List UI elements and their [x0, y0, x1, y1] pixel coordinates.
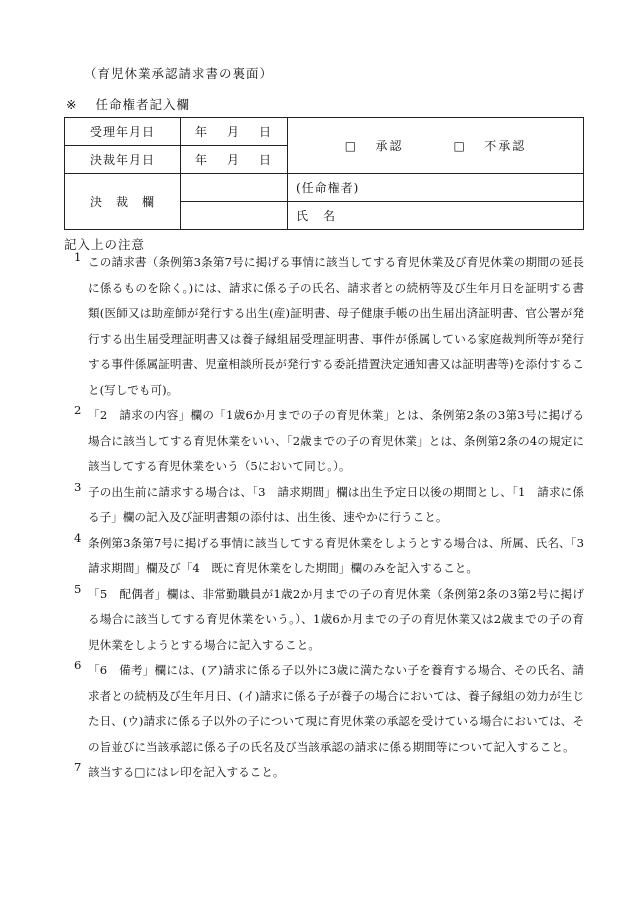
- note-number: 3: [74, 479, 82, 494]
- year-label: 年: [194, 125, 209, 139]
- name-label-2: 名: [323, 209, 337, 223]
- disapprove-option[interactable]: [454, 139, 527, 153]
- note-number: 4: [74, 530, 82, 545]
- page-header: （育児休業承認請求書の裏面）: [84, 66, 274, 81]
- note-text: 条例第3条第7号に掲げる事情に該当してする育児休業をしようとする場合は、所属、氏名、「3 請求期間」欄及び「4 既に育児休業をした期間」欄のみを記入すること。: [88, 535, 596, 575]
- note-number: 6: [74, 658, 82, 672]
- section-title-text: 任命権者記入欄: [95, 97, 190, 112]
- received-date-field[interactable]: [181, 118, 288, 146]
- received-date-label: 受理年月日: [65, 118, 181, 146]
- note-item: [64, 480, 584, 531]
- name-label-1: 氏: [296, 209, 310, 223]
- disapprove-checkbox[interactable]: □: [453, 139, 467, 153]
- decision-stamp-cell-2[interactable]: [181, 202, 288, 230]
- note-number: 5: [74, 581, 82, 596]
- section-title: [66, 95, 190, 113]
- decided-date-field[interactable]: [181, 146, 288, 174]
- day-label: 日: [259, 153, 274, 167]
- decision-column-label: 決 裁 欄: [65, 174, 181, 230]
- decision-stamp-cell-1[interactable]: [181, 174, 288, 202]
- approval-decision-cell: [288, 118, 584, 174]
- note-number: 1: [74, 250, 82, 264]
- note-item: [64, 530, 596, 582]
- note-item: [64, 403, 584, 480]
- approve-checkbox[interactable]: □: [344, 139, 359, 153]
- note-item: [64, 250, 584, 403]
- notes-title: 記入上の注意: [64, 237, 146, 252]
- notes-list: [64, 250, 596, 786]
- note-number: 2: [74, 403, 82, 417]
- approve-option[interactable]: [345, 139, 404, 153]
- appointer-name-field[interactable]: [288, 202, 584, 230]
- month-label: 月: [226, 125, 241, 139]
- day-label: 日: [259, 125, 274, 139]
- approve-label: 承認: [375, 139, 404, 153]
- year-label: 年: [194, 153, 209, 167]
- disapprove-label: 不承認: [484, 139, 527, 153]
- note-item: [64, 582, 584, 659]
- decided-date-label: 決裁年月日: [65, 146, 181, 174]
- note-number: 7: [74, 760, 82, 774]
- note-text: 「6 備考」欄には、(ア)請求に係る子以外に3歳に満たない子を養育する場合、その氏名、請求者との続柄及び生年月日、(イ)請求に係る子が養子の場合においては、養子縁組の効力が生じた日、(ウ)請求に係る子以外の子について現に育児休業の承認を受けている場合においては、その旨並びに当該承認に係る子の氏名及び当該承認の請求に係る期間等について記入すること。: [88, 663, 584, 754]
- appointer-entry-table: [64, 117, 584, 230]
- note-item: [64, 658, 584, 760]
- note-text: 「5 配偶者」欄は、非常勤職員が1歳2か月までの子の育児休業（条例第2条の3第2号に掲げる場合に該当してする育児休業をいう。）、1歳6か月までの子の育児休業又は2歳までの子の育児休業をしようとする場合に記入すること。: [88, 586, 584, 652]
- note-text: 「2 請求の内容」欄の「1歳6か月までの子の育児休業」とは、条例第2条の3第3号に掲げる場合に該当してする育児休業をいい、「2歳までの子の育児休業」とは、条例第2条の4の規定に該当してする育児休業をいう（5において同じ。）。: [88, 408, 584, 473]
- note-text: 子の出生前に請求する場合は、「3 請求期間」欄は出生予定日以後の期間とし、「1 請求に係る子」欄の記入及び証明書類の添付は、出生後、速やかに行うこと。: [88, 484, 584, 524]
- reference-mark-icon: ※: [66, 97, 78, 112]
- month-label: 月: [226, 153, 241, 167]
- note-item: [64, 760, 584, 786]
- note-text: 該当する□にはレ印を記入すること。: [88, 765, 285, 779]
- appointer-label: (任命権者): [288, 174, 584, 202]
- note-text: この請求書（条例第3条第7号に掲げる事情に該当してする育児休業及び育児休業の期間の延長に係るものを除く。)には、請求に係る子の氏名、請求者との続柄等及び生年月日を証明する書類(医師又は助産師が発行する出生(産)証明書、母子健康手帳の出生届出済証明書、官公署が発行する出生届受理証明書又は養子縁組届受理証明書、事件が係属している家庭裁判所等が発行する事件係属証明書、児童相談所長が発行する委託措置決定通知書又は証明書等)を添付すること(写しでも可)。: [88, 255, 584, 397]
